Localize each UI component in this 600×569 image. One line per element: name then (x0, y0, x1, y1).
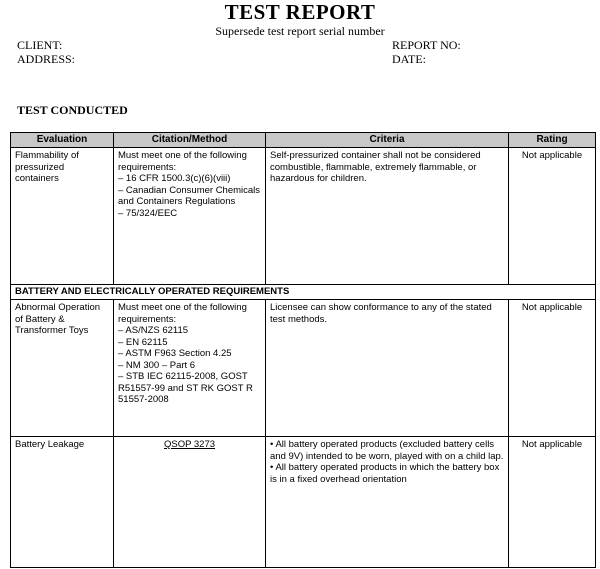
evaluation-cell: Abnormal Operation of Battery & Transformer Toys (11, 300, 114, 437)
citation-line: – AS/NZS 62115 (118, 325, 189, 336)
citation-cell (114, 148, 266, 285)
rating-cell: Not applicable (509, 437, 596, 568)
citation-line: Must meet one of the following requirements: (118, 302, 247, 325)
criteria-cell: Licensee can show conformance to any of the stated test methods. (266, 300, 509, 437)
citation-line: – EN 62115 (118, 336, 168, 348)
citation-line: Must meet one of the following requirements: (118, 150, 247, 173)
report-no-label: REPORT NO: (392, 38, 461, 52)
citation-cell (114, 300, 266, 437)
citation-line: – Canadian Consumer Chemicals and Containers Regulations (118, 184, 261, 207)
evaluation-cell: Flammability of pressurized containers (11, 148, 114, 285)
table-row (11, 437, 596, 568)
citation-line: – 75/324/EEC (118, 207, 178, 219)
column-header-citation: Citation/Method (114, 133, 266, 148)
section-row (11, 285, 596, 300)
section-row-label: BATTERY AND ELECTRICALLY OPERATED REQUIREMENTS (11, 285, 596, 300)
client-label: CLIENT: (17, 38, 63, 52)
criteria-bullet: • All battery operated products (excluded battery cells and 9V) intended to be worn, played with on a child lap. (270, 439, 504, 462)
report-title: TEST REPORT (224, 0, 376, 24)
table-row (11, 300, 596, 437)
citation-line: – 16 CFR 1500.3(c)(6)(viii) (118, 173, 231, 184)
report-subtitle: Supersede test report serial number (215, 24, 385, 38)
table-header-row (11, 133, 596, 148)
criteria-cell (266, 437, 509, 568)
section-title: TEST CONDUCTED (17, 103, 128, 117)
test-table (10, 132, 596, 568)
column-header-criteria: Criteria (266, 133, 509, 148)
qsop-link[interactable]: QSOP 3273 (163, 439, 216, 450)
date-label: DATE: (392, 52, 426, 66)
citation-line: – ASTM F963 Section 4.25 (118, 348, 232, 359)
column-header-rating: Rating (509, 133, 596, 148)
address-label: ADDRESS: (17, 52, 76, 66)
criteria-bullet: • All battery operated products in which the battery box is in a fixed overhead orientation (270, 462, 500, 485)
evaluation-cell: Battery Leakage (11, 437, 114, 568)
citation-cell (114, 437, 266, 568)
citation-line: – STB IEC 62115-2008, GOST R51557-99 and ST RK GOST R 51557-2008 (118, 371, 253, 405)
table-row (11, 148, 596, 285)
rating-cell: Not applicable (509, 300, 596, 437)
rating-cell: Not applicable (509, 148, 596, 285)
citation-line: – NM 300 – Part 6 (118, 359, 196, 371)
column-header-evaluation: Evaluation (11, 133, 114, 148)
criteria-cell: Self-pressurized container shall not be considered combustible, flammable, extremely flammable, or hazardous for children. (266, 148, 509, 285)
